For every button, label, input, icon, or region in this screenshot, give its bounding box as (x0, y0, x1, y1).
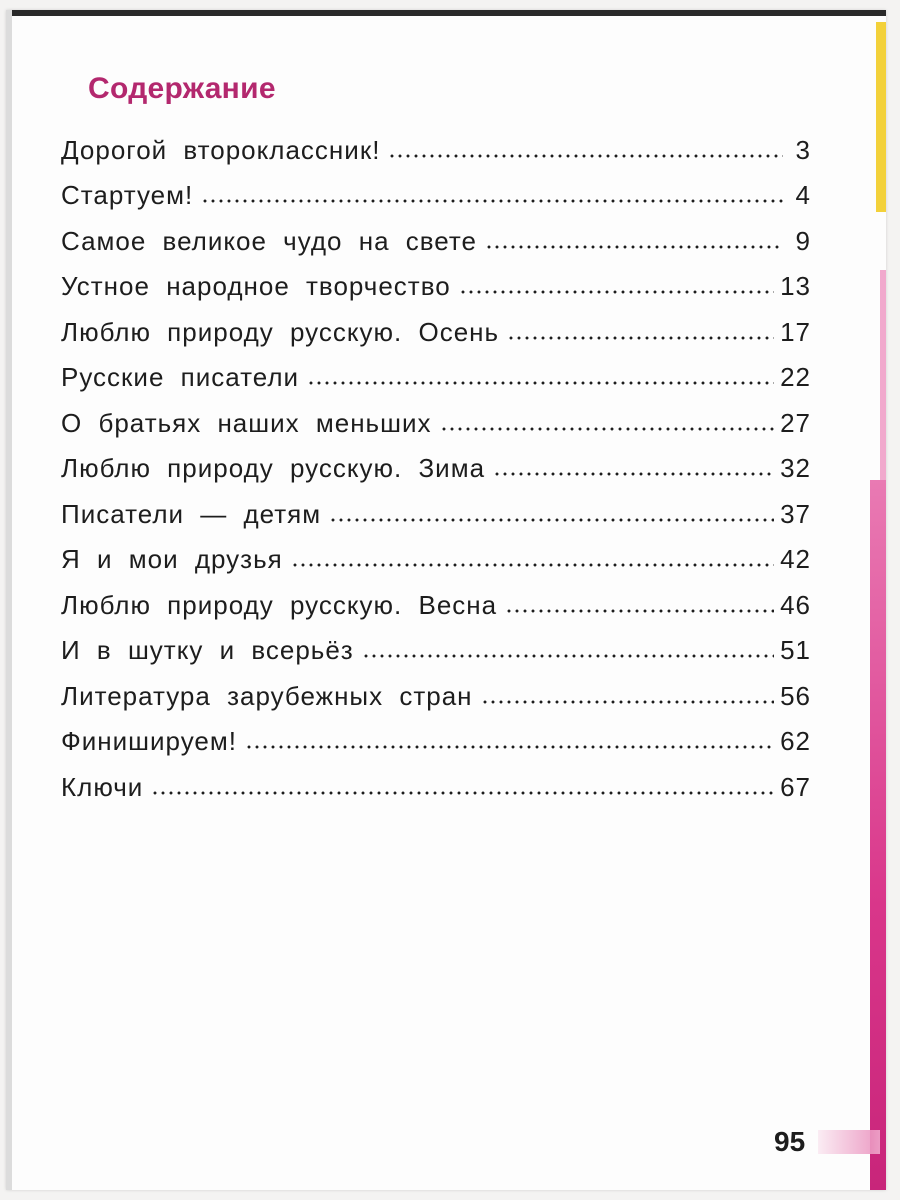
page-number: 95 (774, 1126, 806, 1157)
toc-entry-page: 56 (780, 680, 811, 711)
toc-entry-page: 51 (780, 635, 811, 665)
toc-entry[interactable] (61, 348, 811, 394)
toc-leader-dots (505, 609, 774, 613)
toc-leader-dots (388, 154, 783, 158)
toc-entry-label: Я и мои друзья (61, 544, 283, 574)
toc-entry-page: 13 (780, 271, 811, 301)
toc-leader-dots (307, 381, 774, 385)
toc-entry[interactable] (61, 484, 811, 530)
toc-entry[interactable] (61, 211, 811, 257)
toc-leader-dots (201, 199, 783, 203)
toc-leader-dots (151, 791, 774, 795)
toc-entry[interactable] (61, 302, 811, 348)
toc-leader-dots (362, 654, 774, 658)
toc-entry-page: 4 (795, 180, 811, 210)
toc-entry-page: 22 (780, 362, 811, 392)
toc-leader-dots (485, 245, 783, 249)
toc-entry[interactable] (61, 166, 811, 212)
toc-entry[interactable] (61, 621, 811, 667)
pink-edge-strip (870, 480, 886, 1190)
toc-entry[interactable] (61, 530, 811, 576)
toc-entry-page: 67 (780, 771, 811, 802)
yellow-edge-strip (876, 22, 886, 212)
toc-entry-label: Стартуем! (61, 180, 194, 210)
table-of-contents (61, 120, 811, 803)
toc-entry-label: О братьях наших меньших (61, 407, 432, 438)
toc-entry-page: 3 (795, 134, 811, 165)
toc-entry-label: Устное народное творчество (61, 271, 451, 301)
toc-leader-dots (459, 290, 774, 294)
toc-entry[interactable] (61, 575, 811, 621)
toc-leader-dots (493, 472, 774, 476)
toc-entry[interactable] (61, 393, 811, 439)
toc-leader-dots (507, 336, 774, 340)
toc-entry-label: Ключи (61, 771, 144, 802)
toc-entry-label: Финишируем! (61, 726, 237, 756)
toc-entry-page: 42 (780, 544, 811, 574)
toc-entry-page: 46 (780, 589, 811, 620)
toc-entry-label: Люблю природу русскую. Весна (61, 589, 498, 620)
toc-entry[interactable] (61, 120, 811, 166)
contents-title: Содержание (88, 72, 276, 105)
pink-edge-strip-light (880, 270, 886, 480)
toc-leader-dots (481, 700, 775, 704)
toc-entry-page: 62 (780, 726, 811, 756)
toc-entry-label: Люблю природу русскую. Зима (61, 453, 486, 483)
page-left-edge (6, 10, 12, 1190)
toc-entry[interactable] (61, 712, 811, 758)
toc-entry-page: 9 (795, 225, 811, 256)
toc-entry-label: Писатели — детям (61, 498, 322, 529)
toc-entry-label: Дорогой второклассник! (61, 134, 381, 165)
book-page (6, 10, 886, 1190)
toc-leader-dots (329, 518, 774, 522)
page-top-edge (6, 10, 886, 16)
toc-leader-dots (291, 563, 774, 567)
toc-entry[interactable] (61, 666, 811, 712)
toc-leader-dots (440, 427, 775, 431)
toc-entry-label: И в шутку и всерьёз (61, 635, 354, 665)
toc-entry-label: Самое великое чудо на свете (61, 225, 477, 256)
toc-entry-label: Русские писатели (61, 362, 300, 392)
toc-leader-dots (245, 745, 774, 749)
toc-entry-page: 32 (780, 453, 811, 483)
toc-entry-label: Литература зарубежных стран (61, 680, 473, 711)
toc-entry-page: 37 (780, 498, 811, 529)
toc-entry-label: Люблю природу русскую. Осень (61, 316, 500, 347)
page-number-accent-bar (818, 1130, 880, 1154)
toc-entry[interactable] (61, 439, 811, 485)
toc-entry-page: 17 (780, 316, 811, 347)
toc-entry-page: 27 (780, 407, 811, 438)
toc-entry[interactable] (61, 757, 811, 803)
toc-entry[interactable] (61, 257, 811, 303)
